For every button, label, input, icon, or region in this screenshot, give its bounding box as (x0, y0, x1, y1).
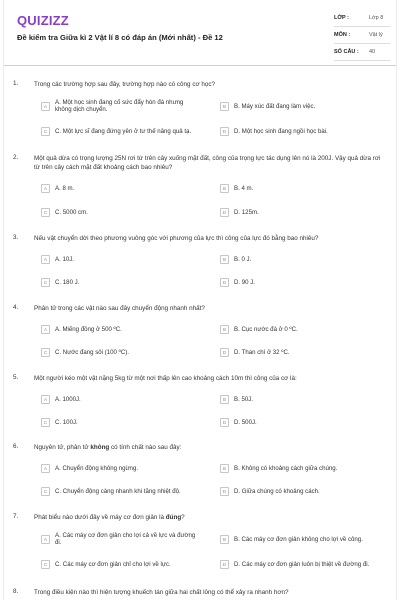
option-text: C. Một lực sĩ đang đứng yên ở tư thế nâng quả tạ. (55, 128, 192, 135)
option-b[interactable] (220, 535, 380, 544)
question-number: 3. (13, 234, 19, 241)
option-letter-badge: D (220, 208, 229, 217)
meta-grade-label: LỚP : (334, 15, 349, 21)
option-a[interactable] (41, 325, 201, 334)
question-text-emphasis: không (90, 444, 110, 451)
option-a[interactable] (41, 395, 201, 404)
question-number: 1. (13, 80, 19, 87)
option-letter-badge: A (41, 325, 50, 334)
option-a[interactable] (41, 184, 201, 193)
meta-count-label: SỐ CÂU : (334, 49, 359, 55)
option-text: D. Giữa chúng có khoảng cách. (234, 488, 320, 495)
option-text: B. Không có khoảng cách giữa chúng. (234, 465, 338, 472)
question-text: Trong các trường hợp sau đây, trường hợp nào có công cơ học? (34, 81, 215, 88)
question-text (34, 513, 382, 522)
meta-grade (334, 12, 390, 27)
option-letter-badge: A (41, 102, 50, 111)
option-a[interactable] (41, 464, 201, 473)
question-number: 8. (13, 588, 19, 595)
option-text: D. 125m. (234, 209, 259, 216)
option-b[interactable] (220, 325, 380, 334)
option-letter-badge: A (41, 395, 50, 404)
option-b[interactable] (220, 102, 380, 111)
question-number: 7. (13, 513, 19, 520)
option-text: D. Các máy cơ đơn giản luôn bị thiệt về đường đi. (234, 561, 370, 568)
option-text: B. Các máy cơ đơn giản không cho lợi về công. (234, 536, 363, 543)
option-letter-badge: A (41, 255, 50, 264)
worksheet-page (3, 0, 397, 600)
question-number: 6. (13, 443, 19, 450)
option-text: A. 1000J. (55, 396, 81, 403)
option-letter-badge: D (220, 278, 229, 287)
option-d[interactable] (220, 418, 380, 427)
option-text: B. Máy xúc đất đang làm việc. (234, 103, 316, 110)
question-text (34, 443, 382, 452)
option-letter-badge: B (220, 255, 229, 264)
option-letter-badge: B (220, 535, 229, 544)
option-letter-badge: C (41, 348, 50, 357)
worksheet-title: Đề kiểm tra Giữa kì 2 Vật lí 8 có đáp án (Mới nhất) - Đề 12 (17, 33, 223, 42)
option-letter-badge: D (220, 127, 229, 136)
question-text-emphasis: đúng (165, 514, 182, 521)
option-text: B. Cục nước đá ở 0 ºC. (234, 326, 298, 333)
option-letter-badge: D (220, 487, 229, 496)
option-text: C. 180 J. (55, 279, 80, 286)
option-c[interactable] (41, 418, 201, 427)
option-c[interactable] (41, 560, 201, 569)
question-text: Một quả dừa có trọng lượng 25N rơi từ trên cây xuống mặt đất, công của trọng lực tác dụng lên nó là 200J. Vậy quả dừa rơi từ trên cây cách mặt đất khoảng cách bao nhiêu? (34, 155, 381, 171)
meta-subject-value: Vật lý (369, 32, 383, 38)
option-letter-badge: B (220, 395, 229, 404)
option-letter-badge: C (41, 208, 50, 217)
option-d[interactable] (220, 208, 380, 217)
question-text: Trong điều kiện nào thì hiện tượng khuếch tán giữa hai chất lỏng có thể xảy ra nhanh hơn? (34, 589, 289, 596)
option-letter-badge: C (41, 560, 50, 569)
option-b[interactable] (220, 464, 380, 473)
option-text: B. 0 J. (234, 256, 252, 263)
option-c[interactable] (41, 487, 201, 496)
option-text: A. Các máy cơ đơn giản cho lợi cả về lực và đường đi. (55, 532, 196, 546)
option-text: A. Một học sinh đang cố sức đẩy hòn đá nhưng không dịch chuyển. (55, 99, 184, 113)
option-c[interactable] (41, 208, 201, 217)
option-d[interactable] (220, 487, 380, 496)
option-text: D. 90 J. (234, 279, 255, 286)
option-a[interactable] (41, 99, 201, 113)
option-text: C. Các máy cơ đơn giản chỉ cho lợi về lực. (55, 561, 171, 568)
option-letter-badge: B (220, 184, 229, 193)
question-number: 5. (13, 374, 19, 381)
option-text: D. Than chì ở 32 ºC. (234, 349, 290, 356)
option-letter-badge: A (41, 184, 50, 193)
option-c[interactable] (41, 278, 201, 287)
option-text: C. Nước đang sôi (100 ºC). (55, 349, 129, 356)
option-letter-badge: D (220, 348, 229, 357)
meta-subject (334, 29, 390, 44)
option-letter-badge: B (220, 464, 229, 473)
option-letter-badge: C (41, 278, 50, 287)
option-letter-badge: B (220, 325, 229, 334)
option-c[interactable] (41, 348, 201, 357)
option-c[interactable] (41, 127, 201, 136)
meta-count-value: 40 (369, 49, 376, 55)
meta-count (334, 46, 390, 61)
meta-subject-label: MÔN : (334, 32, 351, 38)
option-d[interactable] (220, 560, 380, 569)
option-text: C. 5000 cm. (55, 209, 88, 216)
option-d[interactable] (220, 348, 380, 357)
option-text: C. 100J. (55, 419, 78, 426)
question-number: 4. (13, 304, 19, 311)
question-text-part: Phát biểu nào dưới đây về máy cơ đơn giản là (34, 514, 166, 521)
option-text: B. 50J. (234, 396, 253, 403)
question-text-part: Nguyên tử, phân tử (34, 444, 91, 451)
option-text: D. Một học sinh đang ngồi học bài. (234, 128, 328, 135)
question-number: 2. (13, 154, 19, 161)
option-text: A. 10J. (55, 256, 74, 263)
question-text: Một người kéo một vật nặng 5kg từ một nơi thấp lên cao khoảng cách 10m thì công của cơ là: (34, 375, 297, 382)
worksheet-header (4, 0, 396, 66)
option-text: C. Chuyển động càng nhanh khi tăng nhiệt độ. (55, 488, 181, 495)
option-letter-badge: C (41, 487, 50, 496)
quizizz-logo: QUIZIZZ (17, 13, 69, 28)
option-text: A. Chuyển động không ngừng. (55, 465, 139, 472)
option-text: D. 500J. (234, 419, 257, 426)
option-a[interactable] (41, 255, 201, 264)
option-b[interactable] (220, 255, 380, 264)
option-b[interactable] (220, 184, 380, 193)
option-letter-badge: B (220, 102, 229, 111)
option-letter-badge: A (41, 464, 50, 473)
option-text: B. 4 m. (234, 185, 254, 192)
option-b[interactable] (220, 395, 380, 404)
option-letter-badge: D (220, 418, 229, 427)
meta-grade-value: Lớp 8 (369, 15, 384, 21)
question-text: Nếu vật chuyển dời theo phương vuông góc với phương của lực thì công của lực đó bằng bao nhiêu? (34, 235, 319, 242)
option-d[interactable] (220, 127, 380, 136)
option-text: A. 8 m. (55, 185, 75, 192)
option-letter-badge: D (220, 560, 229, 569)
option-d[interactable] (220, 278, 380, 287)
worksheet-meta (334, 12, 390, 63)
option-letter-badge: A (41, 535, 50, 544)
option-letter-badge: C (41, 418, 50, 427)
question-text-part: ? (181, 514, 185, 521)
question-text-part: có tính chất nào sau đây: (109, 444, 182, 451)
question-text: Phân tử trong các vật nào sau đây chuyển động nhanh nhất? (34, 305, 205, 312)
option-a[interactable] (41, 532, 201, 546)
option-text: A. Miếng đồng ở 500 ºC. (55, 326, 122, 333)
option-letter-badge: C (41, 127, 50, 136)
